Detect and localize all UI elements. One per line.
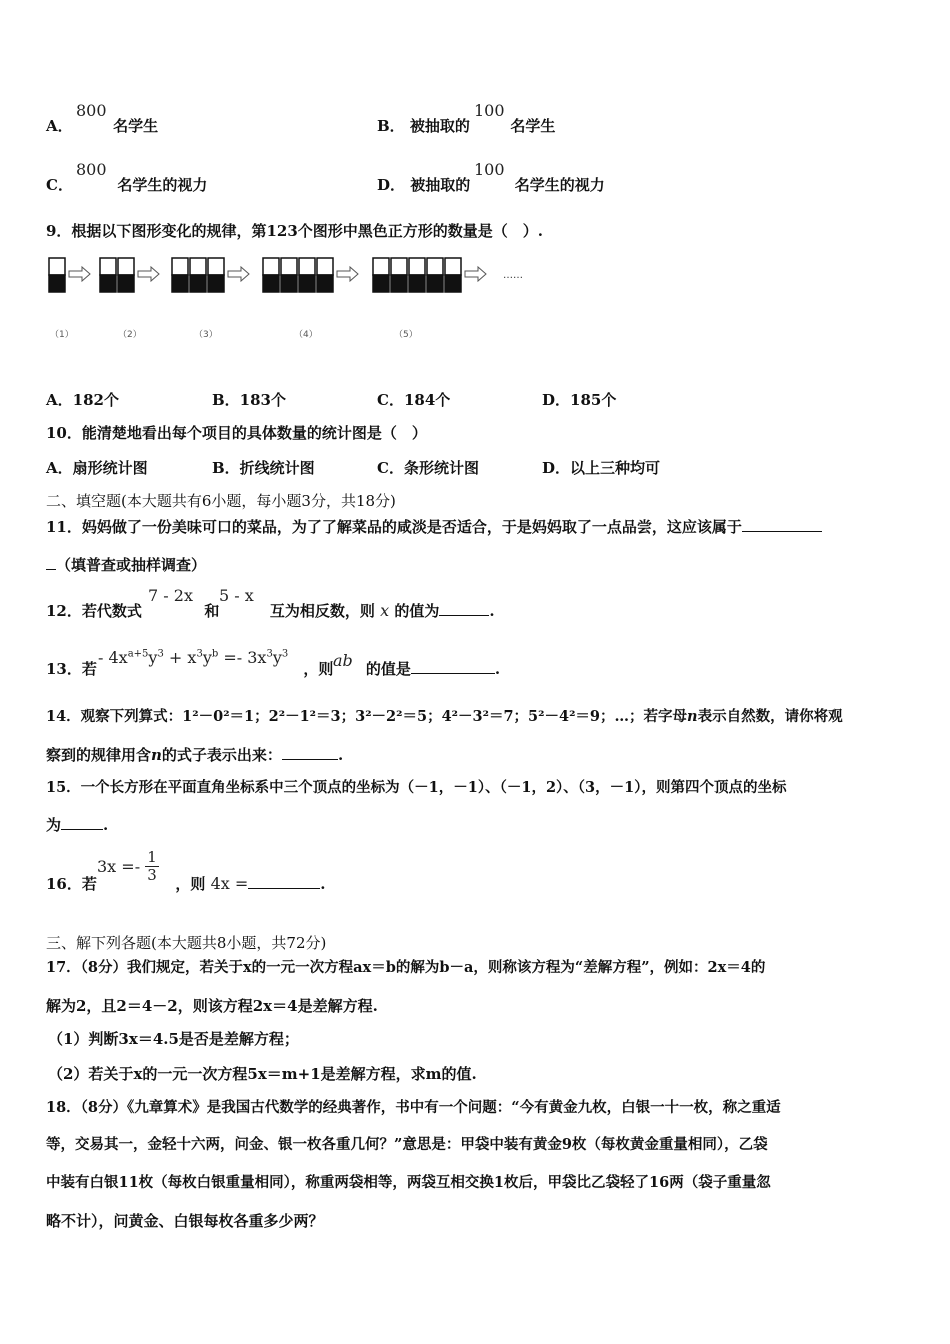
option-b-pre: 被抽取的 — [409, 117, 470, 135]
q11-hint: （填普查或抽样调查） — [56, 556, 207, 574]
option-c-text: 名学生的视力 — [117, 176, 208, 194]
option-a-label: A． — [46, 117, 73, 135]
q14-n: n — [687, 708, 698, 725]
q12-post: 互为相反数，则 — [269, 602, 375, 620]
option-d-pre: 被抽取的 — [410, 176, 471, 194]
q15-blank — [61, 815, 103, 830]
q14-text-end: 表示自然数，请你将观 — [697, 708, 843, 725]
figure-label-3: （3） — [194, 330, 218, 340]
q12-pre: 12．若代数式 — [46, 602, 142, 620]
q9-stem: 9．根据以下图形变化的规律，第123个图形中黑色正方形的数量是（ ）. — [46, 222, 543, 240]
q13-exp3: 3 — [196, 648, 203, 660]
q13-exp4: b — [211, 648, 219, 660]
q18-line4: 略不计），问黄金、白银每枚各重多少两？ — [46, 1212, 324, 1230]
q10-option-d: D．以上三种均可 — [542, 459, 661, 477]
q14-line1 — [46, 707, 843, 727]
q14-line2-post: 的式子表示出来： — [161, 746, 282, 764]
q16-pre: 16．若 — [46, 875, 97, 893]
option-a-text: 名学生 — [113, 117, 159, 135]
q13-mid: ，则 — [303, 660, 334, 678]
q12-expr2: 5 - x — [219, 586, 254, 605]
q17-sub2: （2）若关于x的一元一次方程5x＝m+1是差解方程，求m的值. — [48, 1065, 477, 1083]
q10-option-b: B．折线统计图 — [212, 459, 315, 477]
q12-mid: 和 — [204, 602, 220, 620]
q13-term1-y: y — [148, 648, 158, 667]
q12-var: x — [380, 601, 390, 620]
q15-end: . — [103, 816, 109, 834]
option-d-number: 100 — [474, 160, 505, 179]
q14-end: . — [337, 746, 344, 764]
q15-line2 — [46, 815, 108, 835]
option-a-number: 800 — [76, 101, 107, 120]
q18-line1: 18．（8分）《九章算术》是我国古代数学的经典著作，书中有一个问题：“今有黄金九枚，白银一十一枚，称之重适 — [46, 1099, 781, 1116]
option-b-label: B． — [377, 117, 405, 135]
q10-option-a: A．扇形统计图 — [46, 459, 148, 477]
option-b-text: 名学生 — [510, 117, 556, 135]
q15-line1: 15．一个长方形在平面直角坐标系中三个顶点的坐标为（－1，－1）、（－1，2）、（3，－1），则第四个顶点的坐标 — [46, 779, 787, 796]
q11-text: 11．妈妈做了一份美味可口的菜品，为了了解菜品的咸淡是否适合，于是妈妈取了一点品尝，这应该属于 — [46, 518, 742, 536]
q13-blank — [411, 659, 495, 674]
q13-end: . — [494, 660, 501, 678]
q12-end: . — [489, 602, 495, 620]
q13-equation — [98, 648, 288, 667]
q13-exp6: 3 — [281, 648, 289, 660]
q8-option-b — [377, 116, 555, 136]
q16-num: 1 — [147, 848, 157, 866]
section-2-title: 二、填空题(本大题共有6小题，每小题3分，共18分) — [46, 492, 396, 510]
q14-text: 14．观察下列算式：1²－0²＝1；2²－1²＝3；3²－2²＝5；4²－3²＝7；5²－4²＝9；…；若字母 — [46, 708, 688, 725]
q16-fraction — [145, 849, 159, 884]
q12-line — [46, 601, 495, 621]
figure-label-1: （1） — [50, 330, 74, 340]
option-c-label: C． — [46, 176, 73, 194]
q13-ab: ab — [333, 651, 353, 670]
q13-exp2: 3 — [157, 648, 164, 660]
option-b-number: 100 — [474, 101, 505, 120]
q14-blank — [282, 745, 338, 760]
q13-term3-y: y — [272, 648, 282, 667]
q17-sub1: （1）判断3x＝4.5是否是差解方程； — [48, 1030, 299, 1048]
q8-option-c — [46, 175, 207, 195]
q16-rhs: 4x = — [210, 874, 249, 893]
q13-exp5: 3 — [266, 648, 273, 660]
q9-option-b: B．183个 — [212, 391, 286, 409]
q13-post: 的值是 — [365, 660, 411, 678]
q14-line2 — [46, 745, 343, 765]
q12-post2: 的值为 — [394, 602, 440, 620]
ellipsis: …… — [503, 270, 523, 281]
q11-line1 — [46, 517, 822, 537]
q13-term1: - 4x — [98, 648, 128, 667]
q12-blank — [439, 601, 489, 616]
option-d-label: D． — [377, 176, 406, 194]
q16-line — [46, 874, 326, 894]
q15-pre: 为 — [46, 816, 62, 834]
q16-lhs: 3x =- — [97, 857, 141, 876]
q16-equation — [97, 849, 159, 884]
option-c-number: 800 — [76, 160, 107, 179]
figure-label-2: （2） — [118, 330, 142, 340]
q9-option-c: C．184个 — [377, 391, 451, 409]
q17-line1: 17．（8分）我们规定，若关于x的一元一次方程ax＝b的解为b－a，则称该方程为“差解方程”，例如：2x＝4的 — [46, 959, 766, 976]
q13-pre: 13．若 — [46, 660, 97, 678]
q10-stem: 10．能清楚地看出每个项目的具体数量的统计图是（ ） — [46, 424, 427, 442]
q11-line2 — [46, 555, 206, 575]
q12-expr1: 7 - 2x — [148, 586, 193, 605]
figure-label-4: （4） — [294, 330, 318, 340]
option-d-text: 名学生的视力 — [514, 176, 605, 194]
q16-blank — [248, 874, 320, 889]
q16-den: 3 — [147, 866, 157, 884]
q16-end: . — [320, 875, 326, 893]
q11-blank — [742, 517, 822, 532]
q14-n2: n — [151, 746, 162, 764]
q13-term2-y: y — [202, 648, 212, 667]
q9-pattern-figure — [44, 254, 544, 344]
q13-term2: + x — [163, 648, 197, 667]
q10-option-c: C．条形统计图 — [377, 459, 479, 477]
q17-line2: 解为2，且2＝4－2，则该方程2x＝4是差解方程. — [46, 997, 378, 1015]
q16-mid: ，则 — [175, 875, 206, 893]
q13-term3: =- 3x — [218, 648, 267, 667]
q9-option-d: D．185个 — [542, 391, 617, 409]
q9-option-a: A．182个 — [46, 391, 119, 409]
q18-line3: 中装有白银11枚（每枚白银重量相同），称重两袋相等，两袋互相交换1枚后，甲袋比乙袋轻了16两（袋子重量忽 — [46, 1174, 771, 1191]
q13-exp1: a+5 — [127, 648, 149, 660]
q14-line2-pre: 察到的规律用含 — [46, 746, 152, 764]
q11-blank-tail — [46, 555, 56, 570]
section-3-title: 三、解下列各题(本大题共8小题，共72分) — [46, 934, 327, 952]
figure-label-5: （5） — [394, 330, 418, 340]
q18-line2: 等，交易其一，金轻十六两，问金、银一枚各重几何？”意思是：甲袋中装有黄金9枚（每枚黄金重量相同），乙袋 — [46, 1136, 768, 1153]
